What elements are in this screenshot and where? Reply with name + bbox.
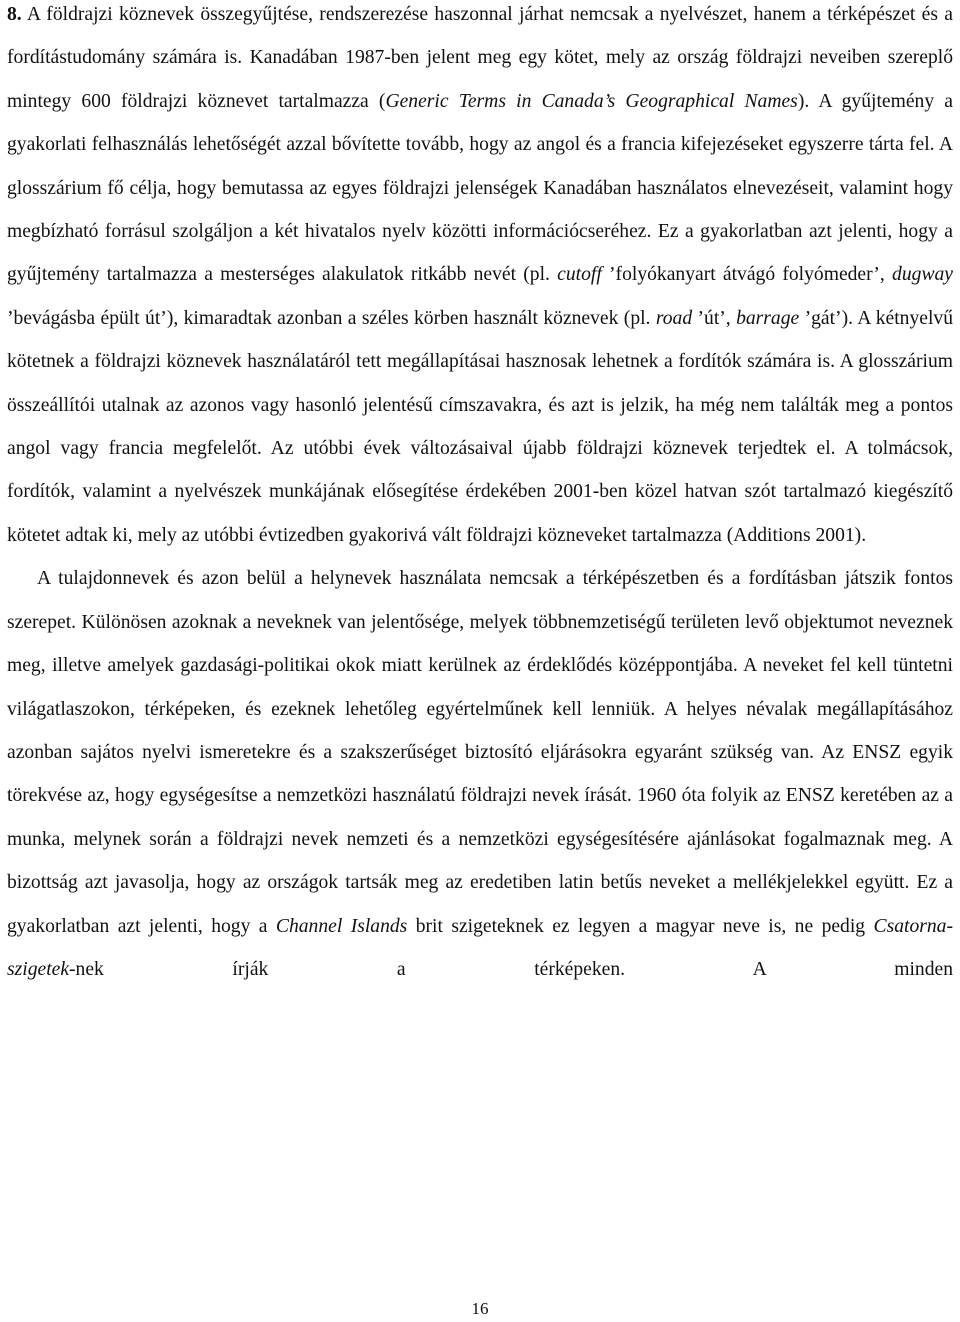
term-dugway: dugway (892, 264, 953, 286)
term-channel-islands: Channel Islands (275, 915, 408, 937)
book-title: Generic Terms in Canada’s Geographical Names (385, 90, 798, 112)
term-road: road (655, 307, 693, 329)
term-barrage: barrage (736, 307, 800, 329)
document-page (7, 0, 953, 991)
term-csatorna-szigetek: Csatorna-szigetek (7, 915, 953, 980)
paragraph-2: A tulajdonnevek és azon belül a helynevek használata nemcsak a térképészetben és a fordításban játszik fontos szerepet. Különösen azoknak a neveknek van jelentősége, melyek többnemzetiségű területen levő objektumot neveznek meg, illetve amelyek gazdasági-politikai okok miatt kerülnek az érdeklődés középpontjába. A neveket fel kell tüntetni világatlaszokon, térképeken, és ezeknek lehetőleg egyértelműnek kell lenniük. A helyes névalak megállapításához azonban sajátos nyelvi ismeretekre és a szakszerűséget biztosító eljárásokra egyaránt szükség van. Az ENSZ egyik törekvése az, hogy egységesítse a nemzetközi használatú földrajzi nevek írását. 1960 óta folyik az ENSZ keretében az a munka, melynek során a földrajzi nevek nemzeti és a nemzetközi egységesítésére ajánlásokat fogalmaznak meg. A bizottság azt javasolja, hogy az országok tartsák meg az eredetiben latin betűs neveket a mellékjelekkel együtt. Ez a gyakorlatban azt jelenti, hogy a Channel Islands brit szigeteknek ez legyen a magyar neve is, ne pedig Csatorna-szigetek-nek írják a térképeken. A minden (7, 568, 953, 980)
paragraph-1: 8. A földrajzi köznevek összegyűjtése, rendszerezése haszonnal járhat nemcsak a nyelvészet, hanem a térképészet és a fordítástudomány számára is. Kanadában 1987-ben jelent meg egy kötet, mely az ország földrajzi neveiben szereplő mintegy 600 földrajzi köznevet tartalmazza (Generic Terms in Canada’s Geographical Names). A gyűjtemény a gyakorlati felhasználás lehetőségét azzal bővítette tovább, hogy az angol és a francia kifejezéseket egyszerre tárta fel. A glosszárium fő célja, hogy bemutassa az egyes földrajzi jelenségek Kanadában használatos elnevezéseit, valamint hogy megbízható forrásul szolgáljon a két hivatalos nyelv közötti információcseréhez. Ez a gyakorlatban azt jelenti, hogy a gyűjtemény tartalmazza a mesterséges alakulatok ritkább nevét (pl. cutoff ’folyókanyart átvágó folyómeder’, dugway ’bevágásba épült út’), kimaradtak azonban a széles körben használt köznevek (pl. road ’út’, barrage ’gát’). A kétnyelvű kötetnek a földrajzi köznevek használatáról tett megállapításai hasznosak lehetnek a fordítók számára is. A glosszárium összeállítói utalnak az azonos vagy hasonló jelentésű címszavakra, és azt is jelzik, ha még nem találták meg a pontos angol vagy francia megfelelőt. Az utóbbi évek változásaival újabb földrajzi köznevek terjedtek el. A tolmácsok, fordítók, valamint a nyelvészek munkájának elősegítése érdekében 2001-ben közel hatvan szót tartalmazó kiegészítő kötetet adtak ki, mely az utóbbi évtizedben gyakorivá vált földrajzi közneveket tartalmazza (Additions 2001). (7, 4, 954, 546)
term-cutoff: cutoff (557, 264, 602, 286)
section-number: 8. (7, 4, 22, 25)
page-number: 16 (471, 1299, 489, 1318)
